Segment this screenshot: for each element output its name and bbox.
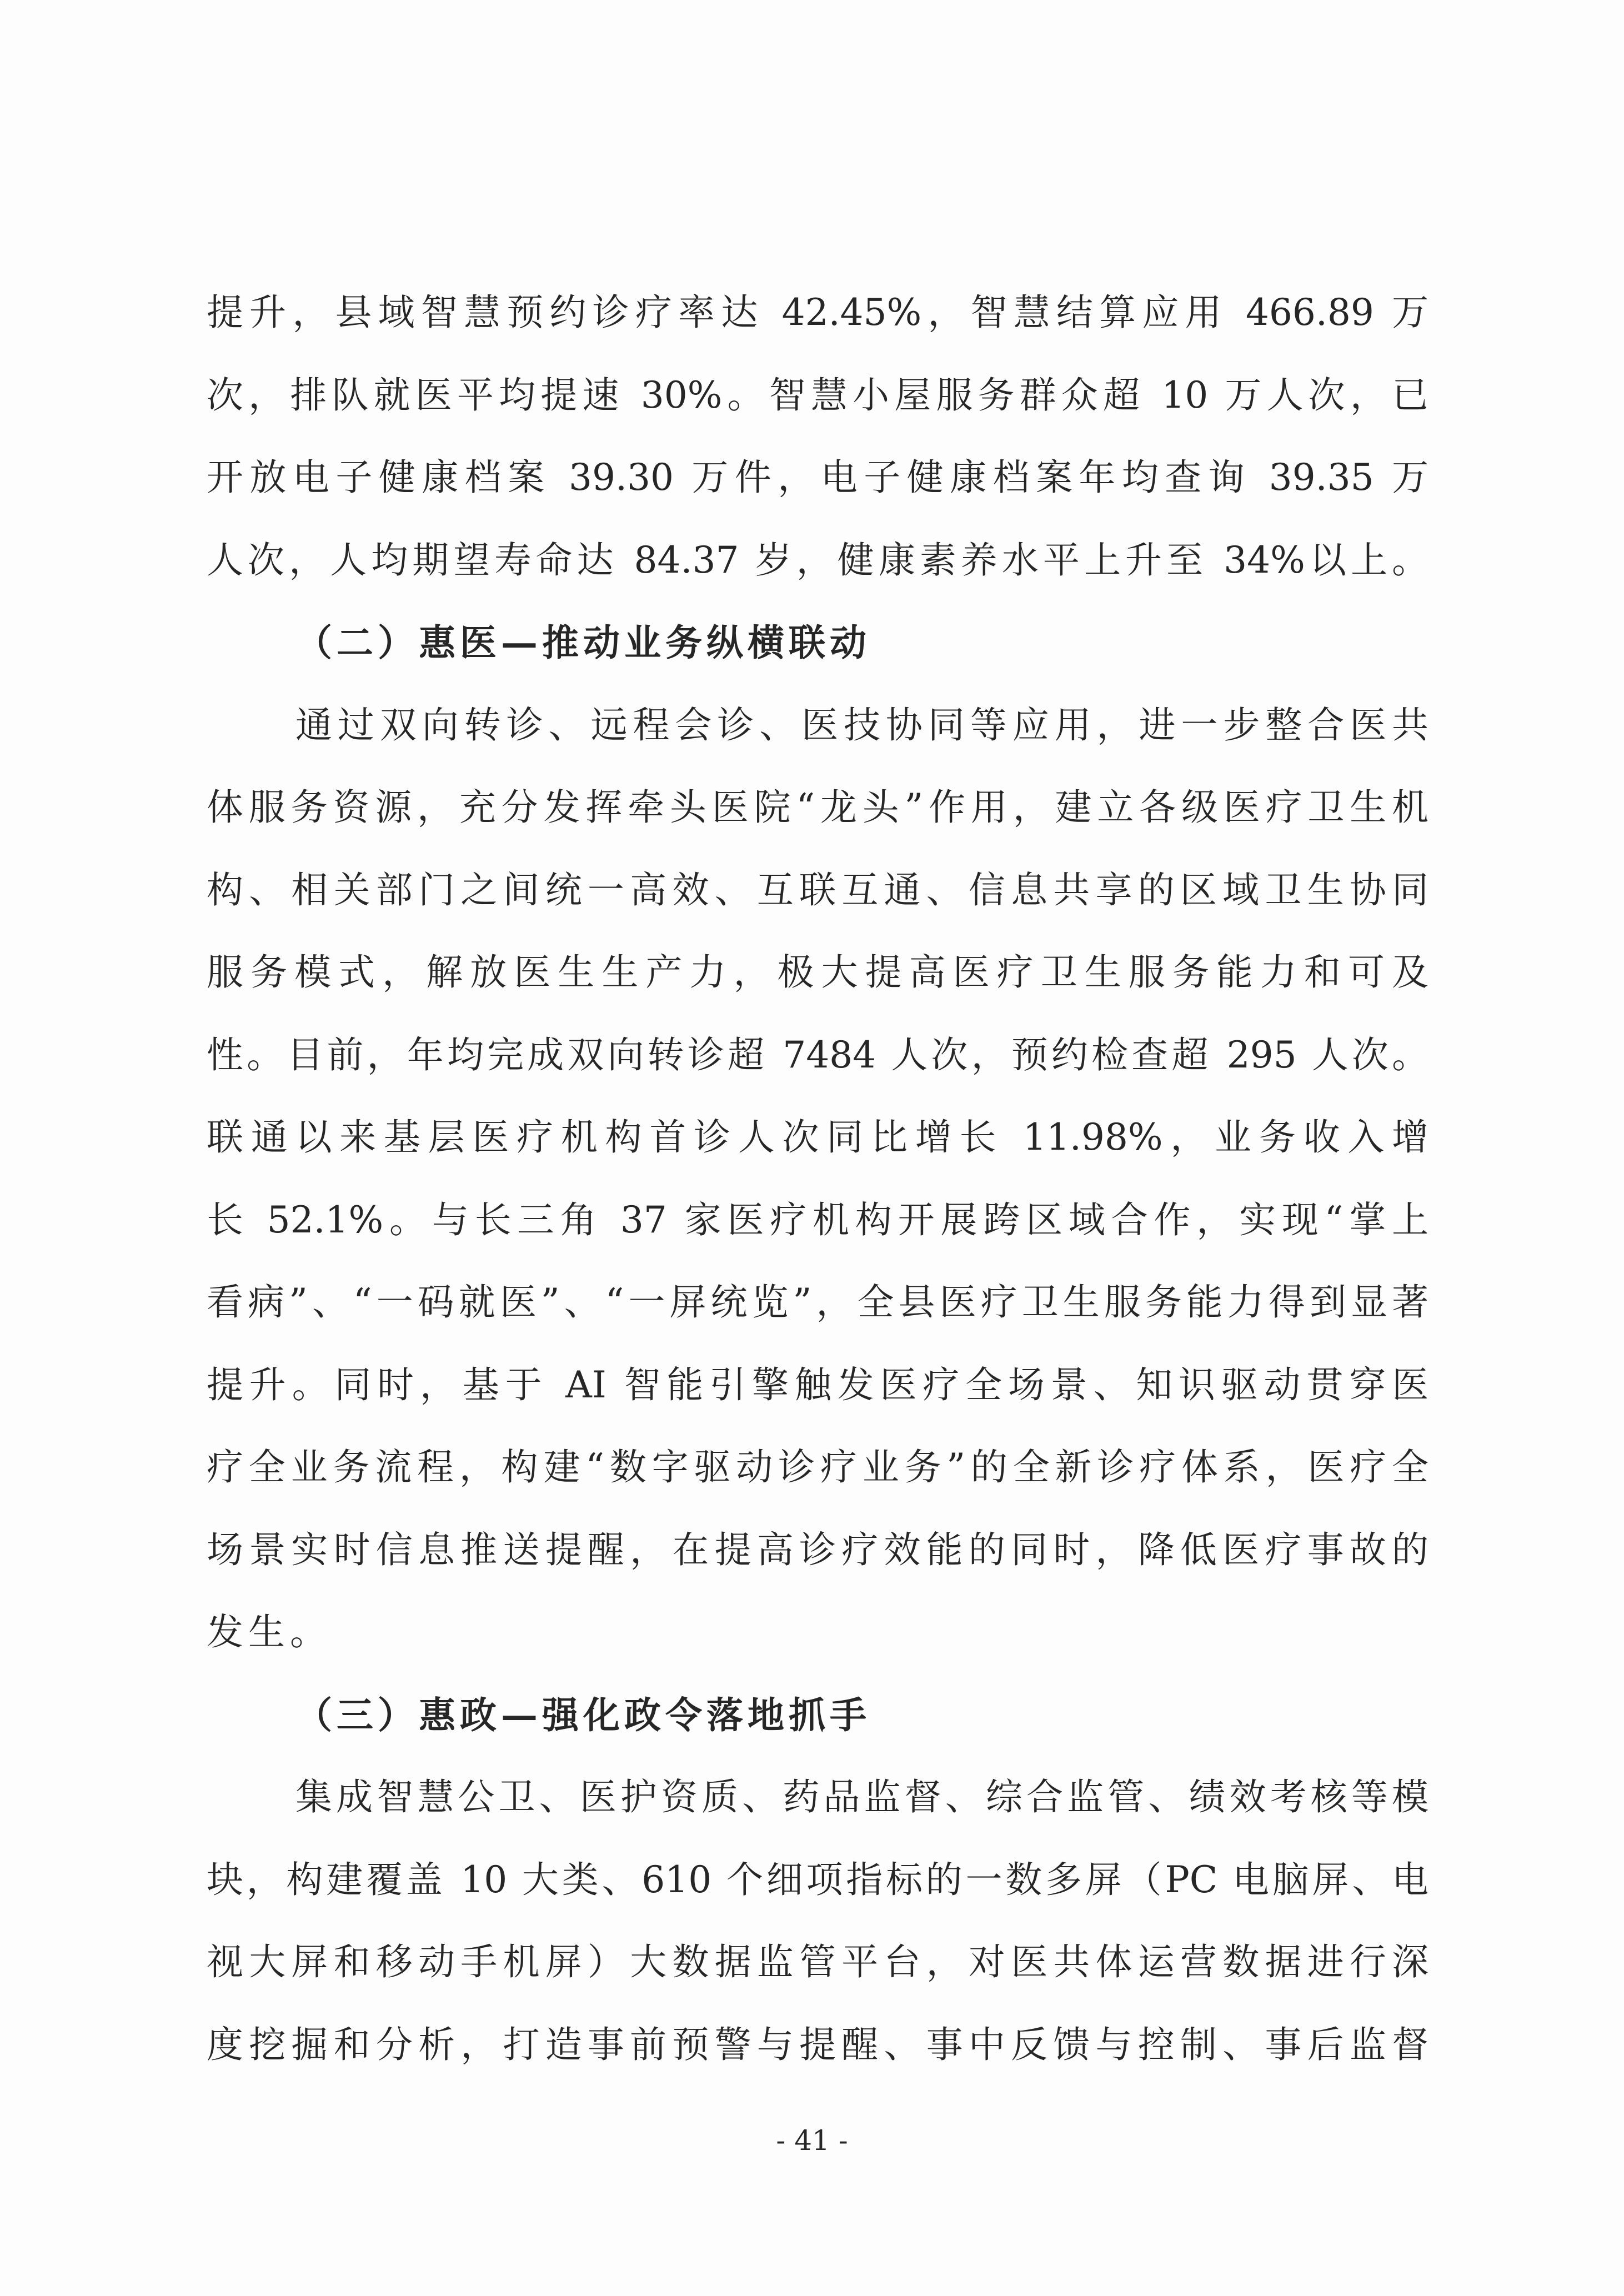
body-line: 提升，县域智慧预约诊疗率达 42.45%，智慧结算应用 466.89 万: [207, 291, 1428, 334]
body-line: 视大屏和移动手机屏）大数据监管平台，对医共体运营数据进行深: [207, 1941, 1428, 1983]
body-line: 通过双向转诊、远程会诊、医技协同等应用，进一步整合医共: [295, 703, 1428, 746]
body-line: 服务模式，解放医生生产力，极大提高医疗卫生服务能力和可及: [207, 951, 1428, 994]
text-body: [207, 272, 1428, 2086]
body-line: 体服务资源，充分发挥牵头医院“龙头”作用，建立各级医疗卫生机: [207, 786, 1428, 829]
body-line: 联通以来基层医疗机构首诊人次同比增长 11.98%，业务收入增: [207, 1116, 1428, 1159]
body-line: 集成智慧公卫、医护资质、药品监督、综合监管、绩效考核等模: [295, 1776, 1428, 1818]
paragraph-hui-zheng: [207, 1756, 1428, 2086]
body-line: 疗全业务流程，构建“数字驱动诊疗业务”的全新诊疗体系，医疗全: [207, 1446, 1428, 1488]
section-heading-3: （三）惠政—强化政令落地抓手: [295, 1693, 871, 1737]
body-line: 发生。: [207, 1611, 332, 1653]
body-line: 构、相关部门之间统一高效、互联互通、信息共享的区域卫生协同: [207, 868, 1428, 911]
paragraph-continued: [207, 272, 1428, 601]
body-line: 场景实时信息推送提醒，在提高诊疗效能的同时，降低医疗事故的: [207, 1528, 1428, 1571]
section-heading-2: （二）惠医—推动业务纵横联动: [295, 621, 871, 664]
body-line: 长 52.1%。与长三角 37 家医疗机构开展跨区域合作，实现“掌上: [207, 1198, 1428, 1241]
body-line: 开放电子健康档案 39.30 万件，电子健康档案年均查询 39.35 万: [207, 456, 1428, 499]
body-line: 性。目前，年均完成双向转诊超 7484 人次，预约检查超 295 人次。: [207, 1033, 1428, 1076]
body-line: 度挖掘和分析，打造事前预警与提醒、事中反馈与控制、事后监督: [207, 2023, 1428, 2066]
body-line: 次，排队就医平均提速 30%。智慧小屋服务群众超 10 万人次，已: [207, 373, 1428, 417]
paragraph-hui-yi: [207, 684, 1428, 1674]
body-line: 块，构建覆盖 10 大类、610 个细项指标的一数多屏（PC 电脑屏、电: [207, 1858, 1428, 1901]
body-line: 提升。同时，基于 AI 智能引擎触发医疗全场景、知识驱动贯穿医: [207, 1363, 1428, 1406]
body-line: 看病”、“一码就医”、“一屏统览”，全县医疗卫生服务能力得到显著: [207, 1281, 1428, 1324]
page-number: - 41 -: [776, 2124, 848, 2157]
body-line: 人次，人均期望寿命达 84.37 岁，健康素养水平上升至 34%以上。: [207, 538, 1428, 581]
